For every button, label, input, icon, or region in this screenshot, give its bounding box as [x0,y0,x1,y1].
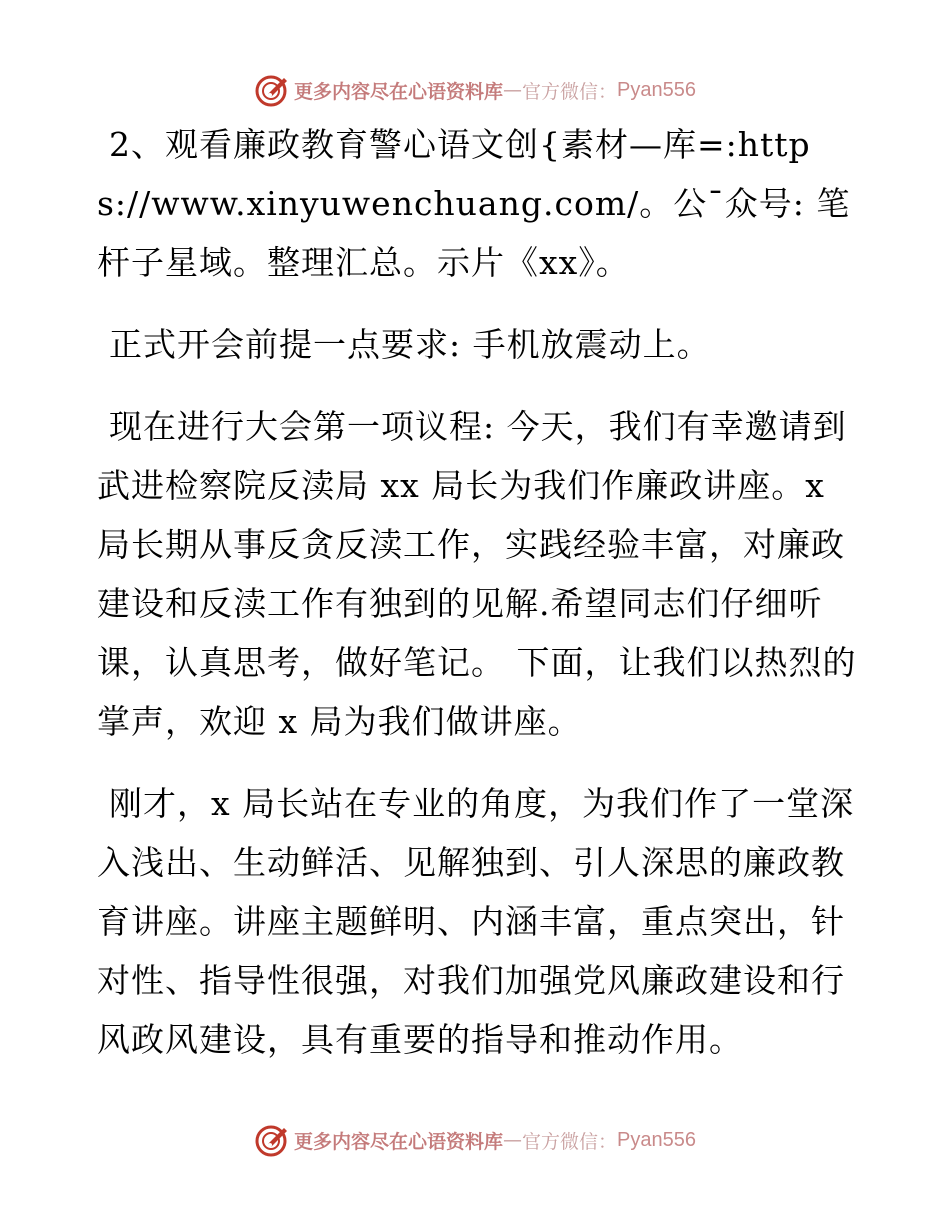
banner-dash: — [503,79,523,101]
paragraph-video: 2、观看廉政教育警心语文创{素材—库=:https://www.xinyuwenchuang.com/。公¯众号: 笔杆子星域。整理汇总。示片《xx》。 [97,125,851,282]
banner-wechat-label: 官方微信： [522,80,618,103]
pen-logo-icon [254,1122,290,1158]
banner-main-text: 更多内容尽在心语资料库 [294,80,504,103]
banner-wechat-id: Pyan556 [617,1128,696,1151]
document-body [97,115,857,1092]
footer-watermark-banner [0,1120,950,1160]
header-watermark-banner [0,70,950,110]
banner-dash: — [503,1129,523,1151]
pen-logo-icon [254,72,290,108]
banner-wechat-id: Pyan556 [617,78,696,101]
paragraph-meeting-requirement: 正式开会前提一点要求: 手机放震动上。 [109,325,711,364]
paragraph-first-agenda: 现在进行大会第一项议程: 今天，我们有幸邀请到武进检察院反渎局 xx 局长为我们作廉政讲座。x 局长期从事反贪反渎工作，实践经验丰富，对廉政建设和反渎工作有独到的见解.希望同志们仔细听课，认真思考，做好笔记。 下面，让我们以热烈的掌声，欢迎 x 局为我们做讲座。 [97,407,857,741]
banner-main-text: 更多内容尽在心语资料库 [294,1130,504,1153]
banner-wechat-label: 官方微信： [522,1130,618,1153]
paragraph-lecture-summary: 刚才，x 局长站在专业的角度，为我们作了一堂深入浅出、生动鲜活、见解独到、引人深思的廉政教育讲座。讲座主题鲜明、内涵丰富，重点突出，针对性、指导性很强，对我们加强党风廉政建设和行风政风建设，具有重要的指导和推动作用。 [97,784,855,1059]
